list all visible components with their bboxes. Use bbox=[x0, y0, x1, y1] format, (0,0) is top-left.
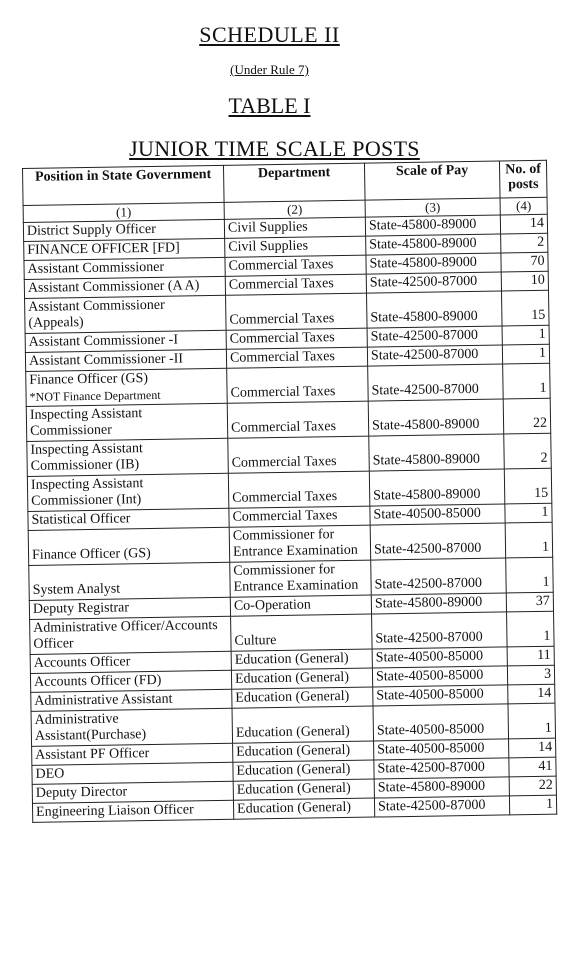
cell-department: Education (General) bbox=[233, 760, 374, 781]
cell-no-of-posts: 1 bbox=[506, 557, 554, 593]
cell-department: Co-Operation bbox=[230, 595, 371, 616]
cell-scale-of-pay: State-42500-87000 bbox=[374, 796, 509, 817]
cell-scale-of-pay: State-42500-87000 bbox=[368, 364, 504, 401]
position-text: System Analyst bbox=[32, 581, 121, 598]
cell-scale-of-pay: State-45800-89000 bbox=[371, 593, 506, 614]
cell-department: Education (General) bbox=[231, 649, 372, 670]
position-text: FINANCE OFFICER [FD] bbox=[27, 240, 180, 258]
cell-scale-of-pay: State-42500-87000 bbox=[366, 272, 501, 293]
cell-position bbox=[29, 562, 231, 600]
cell-scale-of-pay: State-45800-89000 bbox=[369, 469, 505, 506]
cell-no-of-posts: 70 bbox=[501, 252, 548, 272]
cell-no-of-posts: 41 bbox=[509, 757, 556, 777]
cell-no-of-posts: 10 bbox=[501, 271, 548, 291]
cell-no-of-posts: 1 bbox=[505, 503, 552, 523]
cell-department: Commercial Taxes bbox=[226, 293, 368, 330]
cell-no-of-posts: 2 bbox=[504, 433, 552, 469]
cell-no-of-posts: 1 bbox=[507, 611, 555, 647]
cell-no-of-posts: 3 bbox=[507, 665, 554, 685]
cell-department: Commercial Taxes bbox=[227, 366, 369, 403]
cell-scale-of-pay: State-40500-85000 bbox=[373, 704, 509, 741]
cell-no-of-posts: 14 bbox=[509, 738, 556, 758]
cell-no-of-posts: 1 bbox=[505, 522, 553, 558]
position-text: Assistant Commissioner -II bbox=[28, 351, 184, 369]
header-position: Position in State Government bbox=[23, 165, 225, 205]
position-text: Assistant Commissioner bbox=[27, 259, 165, 277]
cell-no-of-posts: 14 bbox=[500, 214, 547, 234]
cell-scale-of-pay: State-40500-85000 bbox=[373, 685, 508, 706]
cell-department: Commercial Taxes bbox=[225, 255, 366, 276]
position-text: Assistant Commissioner -I bbox=[28, 332, 179, 350]
cell-department: Commercial Taxes bbox=[229, 506, 370, 527]
cell-position bbox=[27, 473, 229, 511]
cell-scale-of-pay: State-42500-87000 bbox=[374, 758, 509, 779]
header-department: Department bbox=[223, 163, 365, 202]
cell-department: Education (General) bbox=[232, 687, 373, 708]
cell-department: Education (General) bbox=[231, 668, 372, 689]
position-text: Administrative Assistant(Purchase) bbox=[34, 711, 147, 744]
position-text: Finance Officer (GS) bbox=[29, 371, 149, 388]
cell-department: Commercial Taxes bbox=[228, 471, 370, 508]
position-text: Inspecting Assistant Commissioner bbox=[29, 406, 143, 439]
cell-department: Education (General) bbox=[232, 706, 374, 743]
cell-position bbox=[25, 295, 227, 333]
cell-department: Commercial Taxes bbox=[228, 436, 370, 473]
position-text: Assistant Commissioner (A A) bbox=[27, 278, 200, 296]
cell-department: Commissioner for Entrance Examination bbox=[230, 560, 372, 597]
document-title: JUNIOR TIME SCALE POSTS bbox=[129, 136, 420, 161]
cell-department: Commercial Taxes bbox=[227, 401, 369, 438]
cell-no-of-posts: 1 bbox=[503, 363, 551, 399]
rule-reference: (Under Rule 7) bbox=[230, 62, 309, 77]
position-text: Deputy Director bbox=[35, 784, 128, 801]
cell-no-of-posts: 2 bbox=[501, 233, 548, 253]
cell-department: Civil Supplies bbox=[224, 217, 365, 238]
cell-department: Commissioner for Entrance Examination bbox=[229, 525, 371, 562]
cell-no-of-posts: 1 bbox=[502, 344, 549, 364]
cell-department: Education (General) bbox=[233, 779, 374, 800]
cell-no-of-posts: 15 bbox=[504, 468, 552, 504]
cell-position bbox=[31, 708, 233, 746]
cell-no-of-posts: 37 bbox=[506, 592, 553, 612]
header-no-of-posts: No. of posts bbox=[499, 160, 547, 198]
cell-no-of-posts: 14 bbox=[508, 684, 555, 704]
position-note: *NOT Finance Department bbox=[29, 387, 161, 404]
cell-no-of-posts: 22 bbox=[509, 776, 556, 796]
posts-table bbox=[22, 160, 557, 823]
column-number: (3) bbox=[365, 198, 500, 217]
cell-scale-of-pay: State-45800-89000 bbox=[369, 434, 505, 471]
cell-position bbox=[27, 438, 229, 476]
position-text: District Supply Officer bbox=[26, 221, 156, 239]
position-text: Administrative Assistant bbox=[34, 691, 173, 709]
cell-position bbox=[26, 368, 228, 406]
cell-department: Culture bbox=[231, 614, 373, 651]
cell-scale-of-pay: State-40500-85000 bbox=[372, 666, 507, 687]
position-text: Statistical Officer bbox=[31, 511, 131, 528]
cell-no-of-posts: 22 bbox=[503, 398, 551, 434]
cell-scale-of-pay: State-45800-89000 bbox=[365, 215, 500, 236]
position-text: Inspecting Assistant Commissioner (IB) bbox=[30, 441, 143, 474]
cell-scale-of-pay: State-42500-87000 bbox=[371, 558, 507, 595]
cell-scale-of-pay: State-45800-89000 bbox=[374, 777, 509, 798]
cell-scale-of-pay: State-40500-85000 bbox=[374, 739, 509, 760]
position-text: Assistant Commissioner (Appeals) bbox=[28, 297, 165, 331]
cell-scale-of-pay: State-45800-89000 bbox=[367, 291, 503, 328]
position-text: Inspecting Assistant Commissioner (Int) bbox=[30, 476, 144, 509]
column-number: (4) bbox=[500, 197, 547, 215]
cell-scale-of-pay: State-42500-87000 bbox=[372, 612, 508, 649]
cell-scale-of-pay: State-40500-85000 bbox=[372, 647, 507, 668]
cell-department: Commercial Taxes bbox=[226, 347, 367, 368]
cell-no-of-posts: 1 bbox=[508, 703, 556, 739]
position-text: Engineering Liaison Officer bbox=[36, 802, 194, 820]
position-text: Accounts Officer (FD) bbox=[33, 672, 162, 690]
cell-scale-of-pay: State-40500-85000 bbox=[370, 504, 505, 525]
schedule-heading: SCHEDULE II bbox=[199, 22, 340, 47]
table-body bbox=[23, 214, 556, 822]
position-text: Accounts Officer bbox=[33, 654, 131, 671]
cell-scale-of-pay: State-45800-89000 bbox=[366, 234, 501, 255]
position-text: Administrative Officer/Accounts Officer bbox=[33, 617, 218, 652]
position-text: Deputy Registrar bbox=[32, 600, 130, 617]
cell-scale-of-pay: State-45800-89000 bbox=[366, 253, 501, 274]
cell-no-of-posts: 11 bbox=[507, 646, 554, 666]
cell-department: Commercial Taxes bbox=[226, 328, 367, 349]
table-heading: TABLE I bbox=[228, 93, 311, 118]
cell-no-of-posts: 15 bbox=[501, 290, 549, 326]
cell-position bbox=[26, 403, 228, 441]
column-number: (1) bbox=[23, 202, 224, 222]
cell-no-of-posts: 1 bbox=[502, 325, 549, 345]
cell-department: Education (General) bbox=[233, 741, 374, 762]
cell-department: Commercial Taxes bbox=[225, 274, 366, 295]
column-number: (2) bbox=[224, 200, 365, 219]
cell-position bbox=[30, 616, 232, 654]
cell-position bbox=[32, 800, 233, 822]
cell-scale-of-pay: State-42500-87000 bbox=[367, 326, 502, 347]
cell-no-of-posts: 1 bbox=[509, 795, 556, 815]
header-scale-of-pay: Scale of Pay bbox=[364, 161, 500, 200]
cell-position bbox=[28, 527, 230, 565]
cell-scale-of-pay: State-42500-87000 bbox=[367, 345, 502, 366]
cell-scale-of-pay: State-45800-89000 bbox=[368, 399, 504, 436]
cell-scale-of-pay: State-42500-87000 bbox=[370, 523, 506, 560]
position-text: DEO bbox=[35, 766, 65, 782]
cell-department: Civil Supplies bbox=[225, 236, 366, 257]
position-text: Assistant PF Officer bbox=[35, 746, 150, 763]
cell-department: Education (General) bbox=[233, 798, 374, 819]
position-text: Finance Officer (GS) bbox=[31, 546, 151, 563]
